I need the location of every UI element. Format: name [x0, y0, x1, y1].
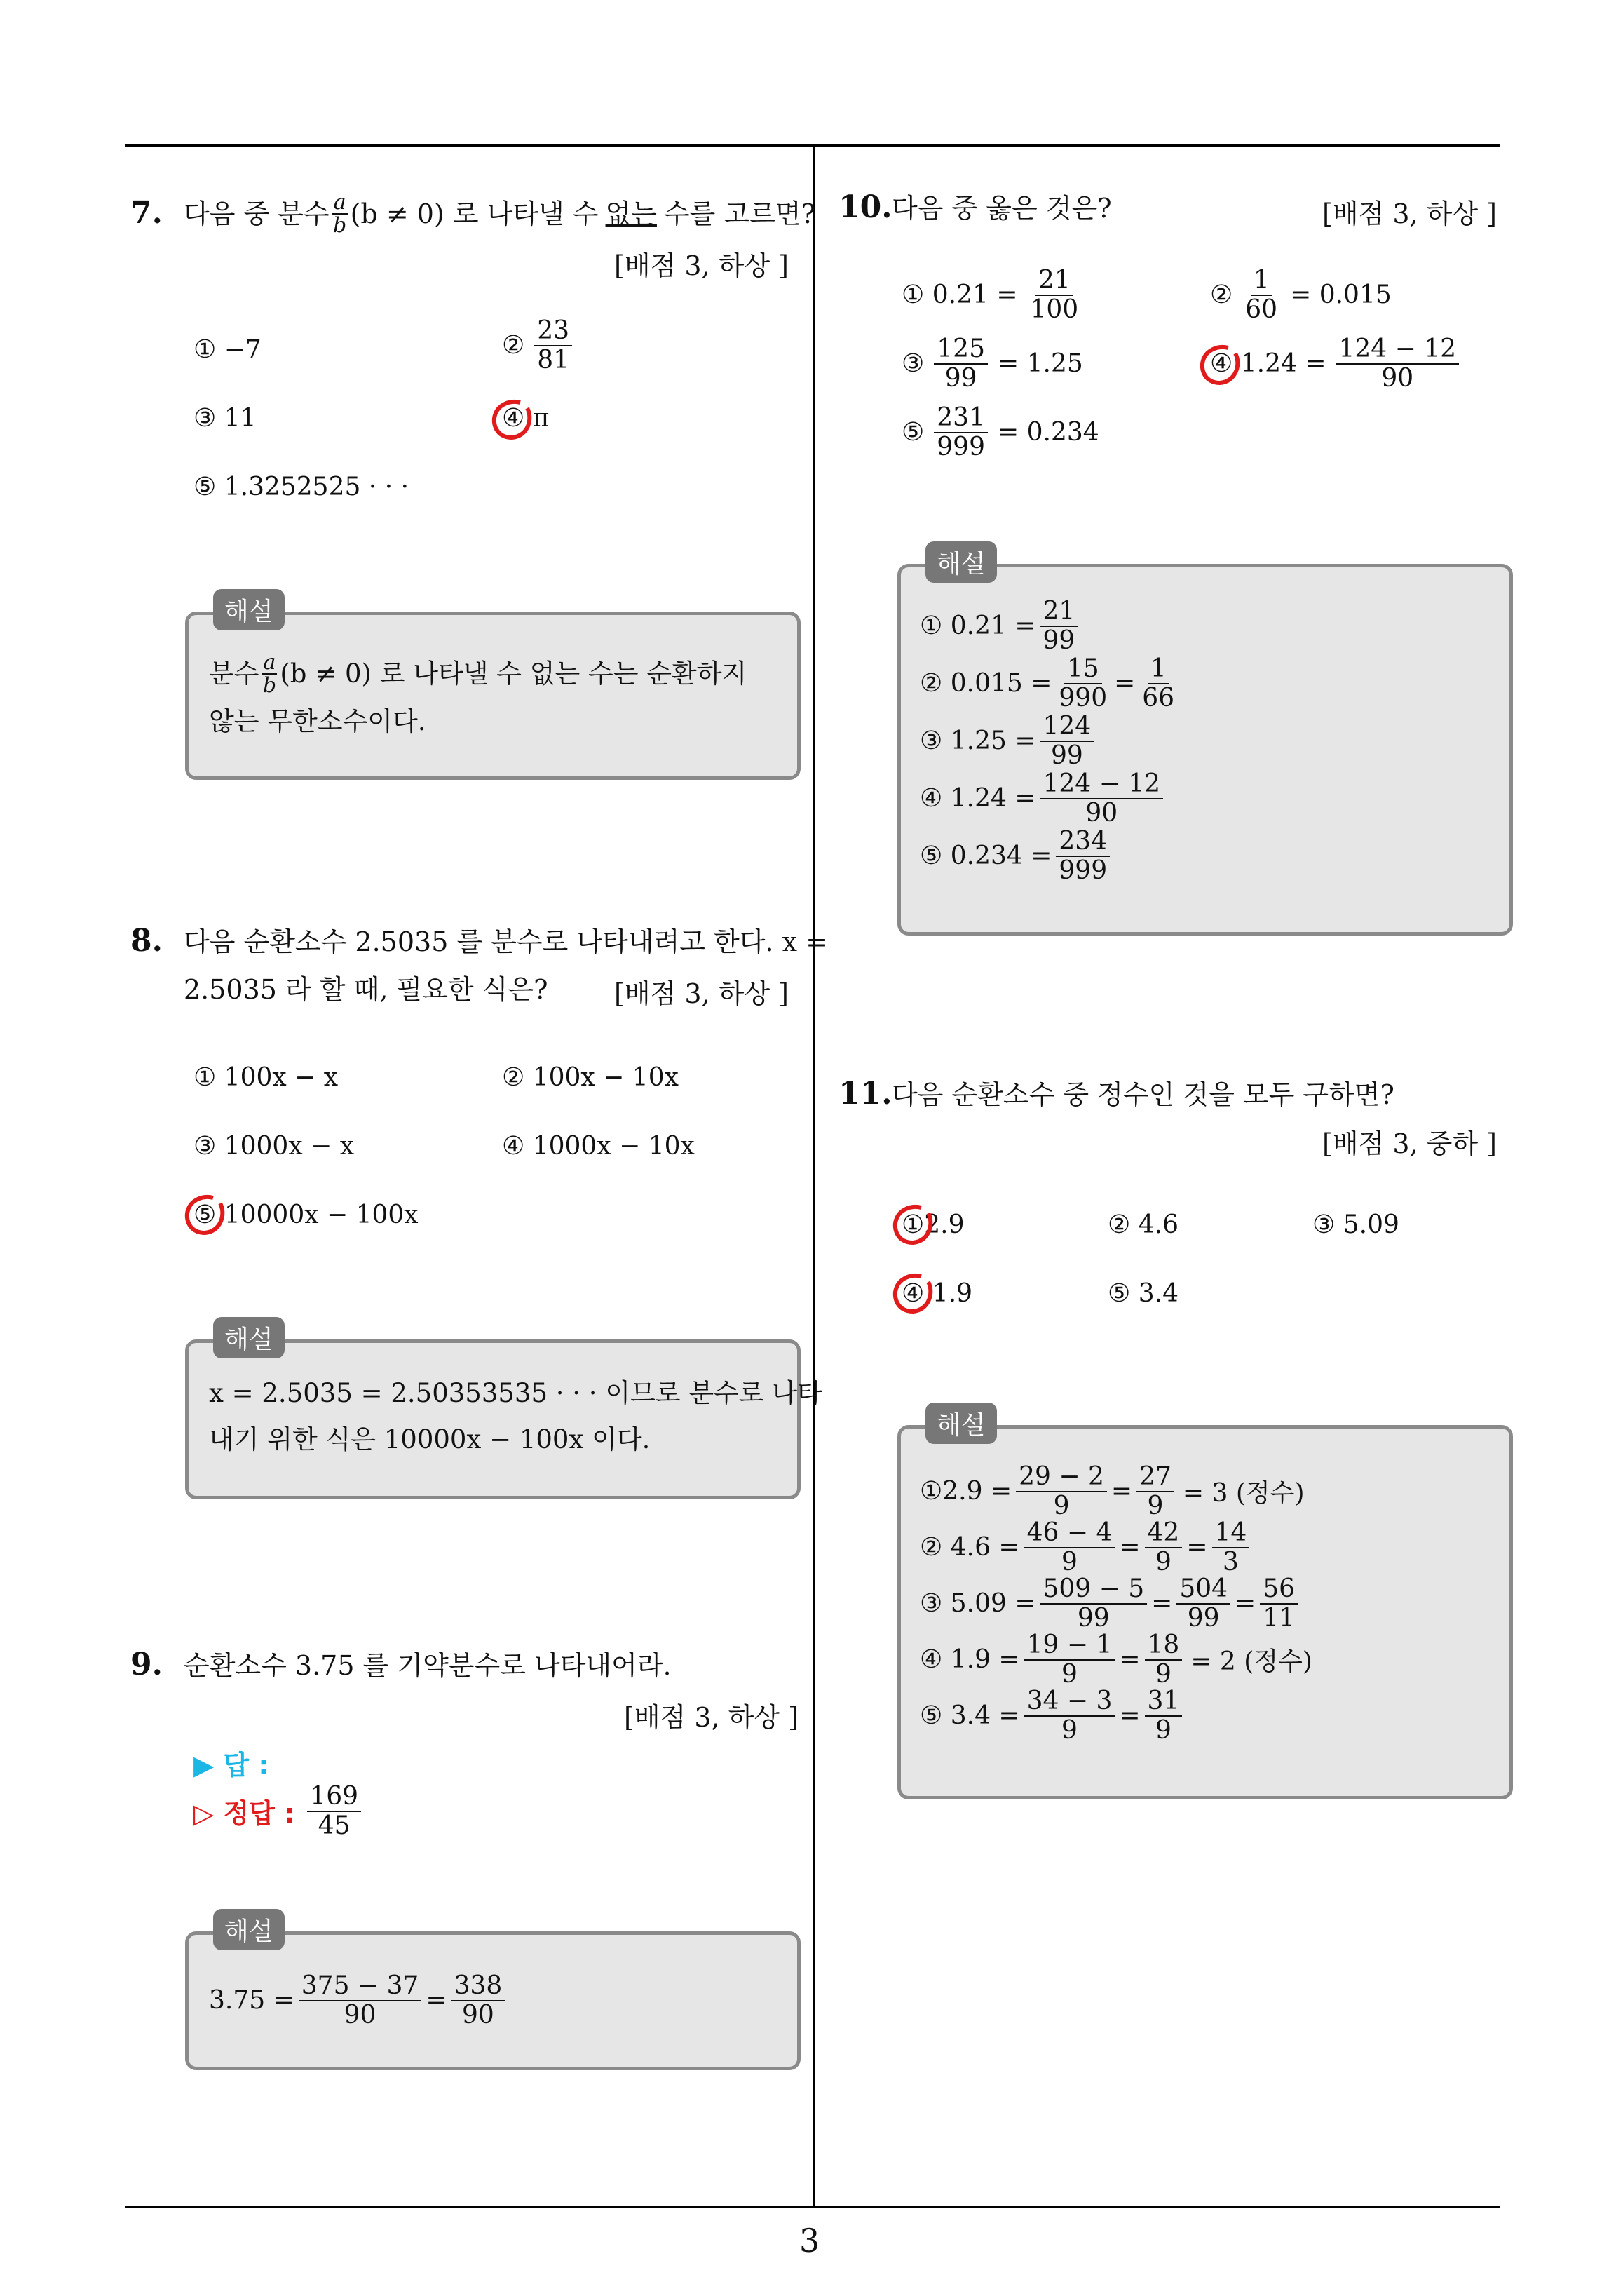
q7-text-c: 수를 고르면?	[663, 198, 815, 229]
q9-explanation-line	[209, 1972, 509, 2029]
q7-frac-den: b	[333, 213, 347, 238]
q7-fraction	[332, 191, 348, 237]
question-10-number: 10.	[838, 189, 892, 225]
q11-e5-n2: 31	[1145, 1687, 1183, 1717]
question-9-text: 순환소수 3.75 를 기약분수로 나타내어라.	[184, 1650, 672, 1681]
q7-exp-frac-num: a	[263, 649, 276, 675]
q7-exp-frac-den: b	[262, 673, 277, 698]
q7-explanation-line-2: 않는 무한소수이다.	[209, 706, 426, 736]
q11-e1-n2: 27	[1136, 1463, 1174, 1492]
q9-explanation-tag: 해설	[213, 1909, 285, 1950]
q11-exp-line-2	[920, 1519, 1254, 1576]
q10-c4-label: ④ 1.24 =	[1210, 349, 1326, 379]
q7-explanation-tag: 해설	[213, 589, 285, 630]
q9-exp-frac-1	[299, 1972, 422, 2029]
q10-c2-frac	[1242, 266, 1280, 323]
q9-exp-lhs: 3.75 =	[209, 1986, 294, 2015]
q11-e5-n1: 34 − 3	[1024, 1687, 1115, 1717]
q10-e5-den: 999	[1059, 856, 1108, 885]
q10-c4-den: 90	[1381, 363, 1414, 393]
q11-e2-n1: 46 − 4	[1024, 1519, 1115, 1548]
q10-c5-den: 999	[937, 432, 985, 461]
q11-explanation-tag: 해설	[925, 1403, 997, 1444]
question-7-text	[184, 189, 815, 238]
question-9-score: [배점 3, 하상 ]	[624, 1702, 799, 1733]
q10-e4-lhs: ④ 1.24 =	[920, 784, 1036, 813]
q7-c2-den: 81	[537, 345, 570, 374]
q11-e1-tail: = 3 (정수)	[1182, 1479, 1305, 1508]
question-11-text: 다음 순환소수 중 정수인 것을 모두 구하면?	[892, 1079, 1394, 1110]
q7-choice-2-fraction	[534, 317, 572, 374]
q11-e5-frac-1	[1024, 1687, 1115, 1744]
q10-c1-num: 21	[1035, 266, 1073, 296]
q9-correct-answer	[193, 1783, 365, 1839]
q11-e1-frac-1	[1016, 1463, 1107, 1520]
q11-choice-2[interactable]: ② 4.6	[1108, 1210, 1179, 1239]
q10-e3-frac	[1040, 713, 1094, 769]
q10-c1-den: 100	[1030, 295, 1079, 324]
q7-text-b: (b ≠ 0) 로 나타낼 수	[350, 198, 599, 229]
q7-choice-2-label: ②	[502, 331, 525, 360]
q10-c3-rhs: = 1.25	[998, 349, 1083, 379]
q7-c2-num: 23	[534, 317, 572, 346]
q7-choice-1[interactable]: ① −7	[193, 335, 262, 364]
q11-e5-d2: 9	[1155, 1715, 1172, 1745]
answer-mark-circle-icon	[182, 1192, 227, 1237]
q11-e4-tail: = 2 (정수)	[1190, 1647, 1312, 1677]
q9-correct-fraction	[307, 1783, 361, 1839]
q10-e4-num: 124 − 12	[1040, 770, 1163, 799]
q10-c3-label: ③	[902, 349, 925, 379]
q10-c3-frac	[934, 335, 988, 392]
q10-exp-line-4	[920, 770, 1167, 827]
q10-e1-den: 99	[1043, 626, 1075, 655]
q10-choice-1[interactable]	[902, 266, 1085, 323]
q11-choice-1[interactable]: ①2.9	[902, 1210, 965, 1239]
q7-exp-fraction	[262, 651, 277, 697]
q11-e3-eq-2: =	[1235, 1589, 1256, 1619]
q10-e1-num: 21	[1040, 597, 1078, 627]
q11-e3-frac-3	[1260, 1575, 1298, 1632]
q10-e2-den: 990	[1059, 683, 1108, 713]
q10-c4-num: 124 − 12	[1336, 335, 1459, 365]
q7-choice-4[interactable]: ④ π	[502, 404, 550, 433]
q11-e1-lhs: ①2.9 =	[920, 1477, 1012, 1506]
q10-e3-den: 99	[1050, 741, 1083, 770]
q10-e5-frac	[1056, 828, 1110, 884]
answer-mark-circle-icon	[489, 397, 534, 442]
question-10-text: 다음 중 옳은 것은?	[892, 193, 1112, 224]
q7-exp-b: (b ≠ 0) 로 나타낼 수 없는 수는 순환하지	[280, 659, 747, 689]
q10-c5-label: ⑤	[902, 418, 925, 447]
q11-choice-4[interactable]: ④ 1.9	[902, 1279, 972, 1308]
q9-correct-label: ▷ 정답 :	[193, 1798, 295, 1830]
q11-e2-d2: 9	[1155, 1547, 1172, 1576]
q11-e5-frac-2	[1145, 1687, 1183, 1744]
q11-exp-line-1	[920, 1463, 1305, 1520]
q11-e1-d1: 9	[1053, 1491, 1070, 1520]
q11-exp-line-5	[920, 1687, 1186, 1744]
q7-choice-2[interactable]	[502, 317, 576, 374]
q8-choice-2[interactable]: ② 100x − 10x	[502, 1063, 679, 1092]
q11-e3-lhs: ③ 5.09 =	[920, 1589, 1036, 1619]
q8-choice-1[interactable]: ① 100x − x	[193, 1063, 339, 1092]
q10-c2-label: ②	[1210, 281, 1233, 310]
question-8-line-2: 2.5035 라 할 때, 필요한 식은?	[184, 974, 548, 1005]
q11-e4-d2: 9	[1155, 1659, 1172, 1689]
q10-c2-num: 1	[1251, 266, 1272, 296]
q10-c4-frac	[1336, 335, 1459, 392]
q9-exp-f1-num: 375 − 37	[299, 1972, 422, 2001]
q11-e1-n1: 29 − 2	[1016, 1463, 1107, 1492]
q9-exp-f1-den: 90	[344, 2000, 376, 2030]
q7-exp-a: 분수	[209, 659, 259, 689]
q10-e2-frac-2	[1139, 655, 1177, 712]
q10-e1-frac	[1040, 597, 1078, 654]
q8-choice-4[interactable]: ④ 1000x − 10x	[502, 1132, 695, 1161]
bottom-rule	[125, 2206, 1500, 2208]
q11-e3-d2: 99	[1187, 1603, 1220, 1633]
question-7-number: 7.	[130, 195, 163, 231]
q11-e4-n2: 18	[1145, 1631, 1183, 1661]
q11-e2-eq-1: =	[1119, 1533, 1141, 1562]
q10-e2-lhs: ② 0.015 =	[920, 669, 1052, 698]
q7-choice-5[interactable]: ⑤ 1.3252525 · · ·	[193, 473, 409, 501]
q10-e2-num2: 1	[1148, 655, 1169, 684]
q11-e1-d2: 9	[1147, 1491, 1164, 1520]
question-11-number: 11.	[838, 1076, 892, 1112]
q10-e5-lhs: ⑤ 0.234 =	[920, 842, 1052, 871]
q11-e2-eq-2: =	[1186, 1533, 1208, 1562]
q10-c3-den: 99	[944, 363, 977, 393]
q11-e2-frac-1	[1024, 1519, 1115, 1576]
q11-e4-lhs: ④ 1.9 =	[920, 1645, 1020, 1675]
q9-exp-f2-num: 338	[451, 1972, 505, 2001]
q10-e2-eq: =	[1114, 669, 1136, 698]
q10-e1-lhs: ① 0.21 =	[920, 612, 1036, 641]
question-10-score: [배점 3, 하상 ]	[1322, 198, 1497, 229]
q10-exp-line-3	[920, 713, 1098, 769]
q11-e4-frac-2	[1145, 1631, 1183, 1688]
q11-e4-frac-1	[1024, 1631, 1115, 1688]
q10-e5-num: 234	[1056, 828, 1110, 857]
q11-e2-n2: 42	[1145, 1519, 1183, 1548]
q10-c1-frac	[1027, 266, 1081, 323]
q11-e4-eq: =	[1119, 1645, 1141, 1675]
q11-e2-frac-3	[1212, 1519, 1250, 1576]
q9-answer-label: ▶ 답 :	[193, 1750, 269, 1781]
q8-choice-3[interactable]: ③ 1000x − x	[193, 1132, 354, 1161]
q11-e2-d1: 9	[1061, 1547, 1078, 1576]
q10-explanation-tag: 해설	[925, 541, 997, 583]
q11-e3-n2: 504	[1176, 1575, 1230, 1605]
q8-explanation-line-1: x = 2.5035 = 2.50353535 · · · 이므로 분수로 나타	[209, 1378, 822, 1408]
question-8-score: [배점 3, 하상 ]	[614, 978, 789, 1009]
q8-choice-5[interactable]: ⑤ 10000x − 100x	[193, 1201, 419, 1229]
q11-e3-d1: 99	[1077, 1603, 1110, 1633]
q7-text-a: 다음 중 분수	[184, 198, 330, 229]
q11-e2-frac-2	[1145, 1519, 1183, 1576]
q10-c2-den: 60	[1245, 295, 1278, 324]
q10-exp-line-1	[920, 597, 1082, 654]
question-8-line-1: 다음 순환소수 2.5035 를 분수로 나타내려고 한다. x =	[184, 926, 828, 957]
question-9-number: 9.	[130, 1647, 163, 1682]
q10-choice-4[interactable]	[1210, 335, 1463, 392]
q9-exp-eq: =	[426, 1986, 447, 2015]
q11-exp-line-3	[920, 1575, 1302, 1632]
q9-exp-frac-2	[451, 1972, 505, 2029]
q11-e3-n1: 509 − 5	[1040, 1575, 1147, 1605]
q11-e4-d1: 9	[1061, 1659, 1078, 1689]
q11-choice-5[interactable]: ⑤ 3.4	[1108, 1279, 1179, 1308]
q10-exp-line-5	[920, 828, 1114, 884]
q7-choice-3[interactable]: ③ 11	[193, 404, 257, 433]
q11-e2-n3: 14	[1212, 1519, 1250, 1548]
top-rule	[125, 144, 1500, 147]
question-11-score: [배점 3, 중하 ]	[1322, 1128, 1497, 1159]
page-number: 3	[799, 2222, 820, 2260]
q10-c5-rhs: = 0.234	[998, 418, 1099, 447]
q10-c1-label: ① 0.21 =	[902, 281, 1018, 310]
q11-e2-d3: 3	[1222, 1547, 1239, 1576]
q7-explanation-line-1	[209, 651, 747, 697]
q11-e3-frac-1	[1040, 1575, 1147, 1632]
q11-e5-d1: 9	[1061, 1715, 1078, 1745]
q9-correct-num: 169	[307, 1783, 361, 1812]
q7-text-underlined: 없는	[605, 198, 657, 229]
q11-e2-lhs: ② 4.6 =	[920, 1533, 1020, 1562]
q10-e3-lhs: ③ 1.25 =	[920, 727, 1036, 756]
question-8-number: 8.	[130, 923, 163, 959]
q11-e5-lhs: ⑤ 3.4 =	[920, 1701, 1020, 1731]
q11-e3-n3: 56	[1260, 1575, 1298, 1605]
q11-e4-n1: 19 − 1	[1024, 1631, 1115, 1661]
q10-choice-3[interactable]	[902, 335, 1083, 392]
q10-choice-2[interactable]	[1210, 266, 1392, 323]
q11-e3-eq-1: =	[1151, 1589, 1173, 1619]
q10-e3-num: 124	[1040, 713, 1094, 742]
q10-c3-num: 125	[934, 335, 988, 365]
answer-mark-circle-icon	[890, 1271, 935, 1316]
q9-exp-f2-den: 90	[461, 2000, 494, 2030]
q10-c5-num: 231	[934, 404, 988, 433]
q10-e4-den: 90	[1085, 798, 1118, 828]
q7-frac-num: a	[333, 189, 346, 215]
q10-e4-frac	[1040, 770, 1163, 827]
q10-c2-rhs: = 0.015	[1290, 281, 1392, 310]
q11-e5-eq: =	[1119, 1701, 1141, 1731]
q10-e2-frac	[1056, 655, 1110, 712]
q10-c5-frac	[934, 404, 988, 461]
q8-explanation-line-2: 내기 위한 식은 10000x − 100x 이다.	[209, 1424, 651, 1454]
q11-e1-eq: =	[1111, 1477, 1133, 1506]
q10-choice-5[interactable]	[902, 404, 1099, 461]
q11-choice-3[interactable]: ③ 5.09	[1312, 1210, 1399, 1239]
column-divider	[813, 144, 815, 2206]
q10-e2-den2: 66	[1142, 683, 1175, 713]
q9-correct-den: 45	[318, 1811, 351, 1840]
q11-exp-line-4	[920, 1631, 1312, 1688]
question-7-score: [배점 3, 하상 ]	[614, 250, 789, 281]
q11-e3-d3: 11	[1263, 1603, 1296, 1633]
q10-e2-num: 15	[1064, 655, 1102, 684]
q10-exp-line-2	[920, 655, 1181, 712]
answer-mark-circle-icon	[1197, 342, 1242, 387]
q8-explanation-tag: 해설	[213, 1317, 285, 1358]
q11-e1-frac-2	[1136, 1463, 1174, 1520]
answer-mark-circle-icon	[890, 1202, 935, 1247]
q11-e3-frac-2	[1176, 1575, 1230, 1632]
